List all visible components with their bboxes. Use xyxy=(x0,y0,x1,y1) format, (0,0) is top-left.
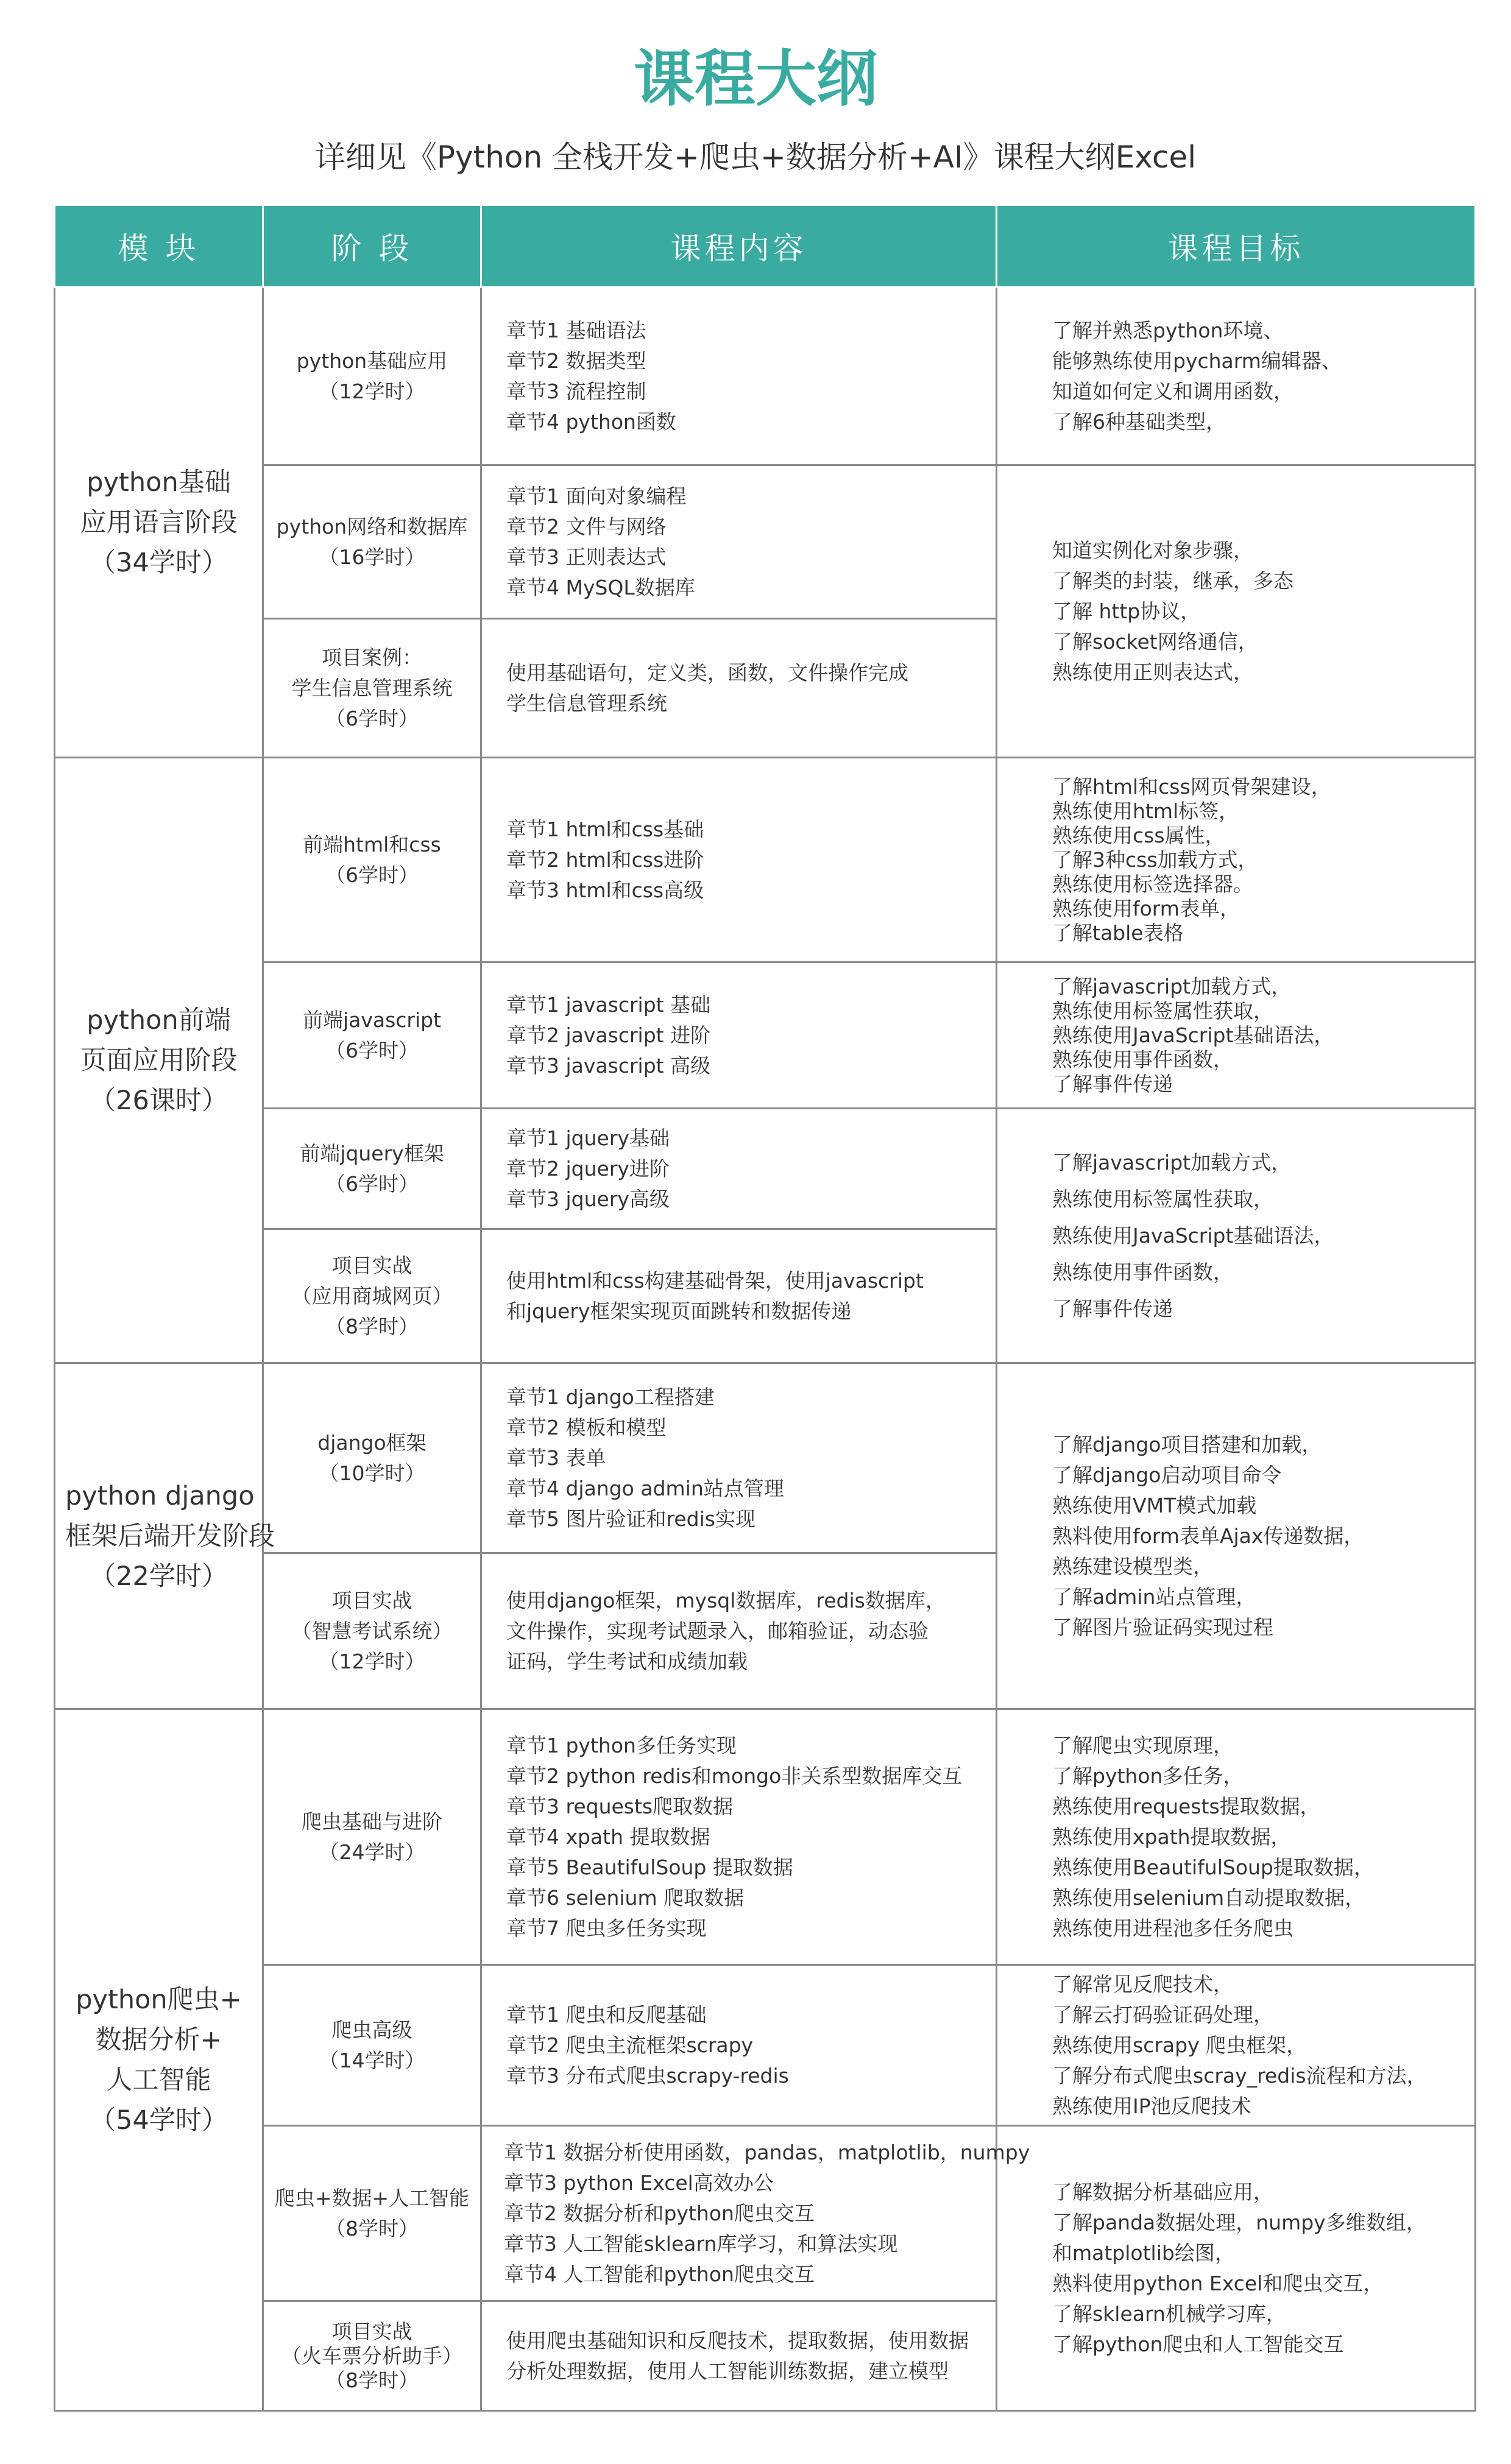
page-title: 课程大纲 xyxy=(634,43,877,115)
content-line: 使用html和css构建基础骨架，使用javascript xyxy=(506,1268,924,1293)
goal-line: 了解分布式爬虫scray_redis流程和方法， xyxy=(1052,2063,1427,2088)
stage-name-line: 爬虫+数据+人工智能 xyxy=(274,2186,470,2210)
content-line: 使用django框架，mysql数据库，redis数据库， xyxy=(506,1588,946,1612)
stage-name-line: 爬虫高级 xyxy=(331,2017,412,2042)
module-name-line: python基础 xyxy=(87,467,231,498)
stage-name-line: （6学时） xyxy=(325,1171,419,1196)
content-line: 章节6 selenium 爬取数据 xyxy=(506,1885,745,1910)
page-subtitle: 详细见《Python 全栈开发+爬虫+数据分析+AI》课程大纲Excel xyxy=(314,139,1197,175)
goal-line: 了解table表格 xyxy=(1052,920,1184,945)
content-line: 章节4 django admin站点管理 xyxy=(506,1476,784,1500)
content-line: 使用爬虫基础知识和反爬技术，提取数据，使用数据 xyxy=(506,2328,969,2353)
stage-cell xyxy=(263,465,481,619)
stage-name-line: 前端html和css xyxy=(303,832,441,856)
stage-name-line: （8学时） xyxy=(325,2216,419,2240)
content-line: 章节1 django工程搭建 xyxy=(506,1385,715,1409)
content-line: 章节3 requests爬取数据 xyxy=(506,1794,734,1818)
module-name-line: 数据分析+ xyxy=(95,2024,222,2055)
goal-line: 了解javascript加载方式， xyxy=(1052,1150,1292,1174)
goal-line: 了解javascript加载方式， xyxy=(1052,974,1292,998)
goal-line: 了解python多任务， xyxy=(1052,1763,1244,1788)
content-cell xyxy=(481,288,997,465)
content-line: 章节3 人工智能sklearn库学习，和算法实现 xyxy=(504,2231,898,2256)
goal-line: 熟练建设模型类， xyxy=(1052,1554,1213,1578)
goal-line: 了解类的封装，继承，多态 xyxy=(1052,568,1293,593)
goal-line: 了解python爬虫和人工智能交互 xyxy=(1052,2332,1344,2356)
goal-cell xyxy=(997,1109,1476,1363)
stage-name-line: （14学时） xyxy=(319,2048,425,2072)
goal-line: 了解panda数据处理，numpy多维数组， xyxy=(1052,2210,1426,2234)
stage-name-line: 项目案例： xyxy=(322,645,422,669)
content-cell xyxy=(481,1709,997,1965)
goal-line: 了解html和css网页骨架建设， xyxy=(1052,774,1331,799)
stage-name-line: 前端javascript xyxy=(302,1008,442,1032)
content-line: 章节1 基础语法 xyxy=(506,318,646,342)
content-line: 章节3 分布式爬虫scrapy-redis xyxy=(506,2063,789,2088)
table-row xyxy=(55,758,1476,962)
content-line: 章节3 表单 xyxy=(506,1446,606,1470)
goal-line: 了解常见反爬技术， xyxy=(1052,1972,1233,1996)
module-cell xyxy=(55,1709,263,2411)
content-cell xyxy=(481,465,997,619)
stage-cell xyxy=(263,288,481,465)
content-line: 章节1 python多任务实现 xyxy=(506,1733,737,1757)
header-stage: 阶 段 xyxy=(263,205,481,288)
goal-line: 能够熟练使用pycharm编辑器、 xyxy=(1052,348,1342,373)
table-row xyxy=(55,2126,1476,2301)
module-name-line: （22学时） xyxy=(90,1561,228,1592)
content-line: 和jquery框架实现页面跳转和数据传递 xyxy=(506,1299,852,1323)
goal-line: 了解事件传递 xyxy=(1052,1296,1173,1321)
goal-line: 了解6种基础类型， xyxy=(1052,409,1226,434)
table-row xyxy=(55,465,1476,619)
content-cell xyxy=(481,758,997,962)
goal-line: 了解3种css加载方式， xyxy=(1052,847,1258,872)
goal-line: 熟料使用form表单Ajax传递数据， xyxy=(1052,1523,1364,1548)
module-name-line: 框架后端开发阶段 xyxy=(65,1520,275,1551)
goal-line: 了解爬虫实现原理， xyxy=(1052,1733,1233,1757)
content-line: 章节2 javascript 进阶 xyxy=(506,1023,711,1047)
goal-line: 熟练使用requests提取数据， xyxy=(1052,1794,1320,1818)
module-name-line: 页面应用阶段 xyxy=(80,1045,238,1076)
goal-line: 了解并熟悉python环境、 xyxy=(1052,318,1284,342)
stage-name-line: （智慧考试系统） xyxy=(291,1619,453,1643)
goal-line: 熟练使用标签属性获取， xyxy=(1052,998,1273,1023)
stage-name-line: （8学时） xyxy=(325,1314,419,1338)
content-cell xyxy=(481,962,997,1109)
module-name-line: （26课时） xyxy=(90,1085,228,1116)
stage-name-line: （6学时） xyxy=(325,863,419,887)
stage-name-line: python网络和数据库 xyxy=(276,514,468,538)
stage-name-line: （24学时） xyxy=(319,1840,425,1864)
stage-name-line: （16学时） xyxy=(319,545,425,569)
stage-cell xyxy=(263,2301,481,2411)
module-cell xyxy=(55,758,263,1363)
content-line: 使用基础语句，定义类，函数，文件操作完成 xyxy=(506,660,908,685)
header-goal: 课程目标 xyxy=(997,205,1476,288)
table-row xyxy=(55,1709,1476,1965)
content-line: 章节1 javascript 基础 xyxy=(506,992,711,1017)
goal-line: 熟练使用scrapy 爬虫框架， xyxy=(1052,2033,1307,2057)
goal-cell xyxy=(997,962,1476,1109)
content-line: 学生信息管理系统 xyxy=(506,691,667,715)
content-cell xyxy=(481,1109,997,1229)
goal-cell xyxy=(997,1709,1476,1965)
goal-line: 了解云打码验证码处理， xyxy=(1052,2002,1273,2027)
goal-cell xyxy=(997,758,1476,962)
content-line: 章节4 MySQL数据库 xyxy=(506,575,695,599)
content-line: 章节5 图片验证和redis实现 xyxy=(506,1506,756,1531)
goal-line: 了解django启动项目命令 xyxy=(1052,1463,1282,1487)
content-cell xyxy=(481,1965,997,2126)
stage-name-line: 前端jquery框架 xyxy=(300,1141,444,1165)
stage-cell xyxy=(263,1553,481,1709)
content-line: 章节3 jquery高级 xyxy=(506,1187,670,1211)
content-cell xyxy=(481,2301,997,2411)
stage-name-line: python基础应用 xyxy=(296,348,448,373)
goal-line: 了解socket网络通信， xyxy=(1052,629,1258,654)
content-line: 章节1 面向对象编程 xyxy=(506,484,687,508)
goal-line: 熟练使用css属性， xyxy=(1052,823,1225,847)
stage-name-line: 爬虫基础与进阶 xyxy=(302,1809,442,1834)
goal-line: 熟练使用标签选择器。 xyxy=(1052,872,1253,896)
goal-cell xyxy=(997,2126,1476,2411)
module-cell xyxy=(55,288,263,758)
content-line: 章节2 文件与网络 xyxy=(506,514,667,538)
stage-name-line: （应用商城网页） xyxy=(291,1283,453,1308)
stage-cell xyxy=(263,1109,481,1229)
goal-line: 熟练使用正则表达式， xyxy=(1052,660,1253,684)
stage-name-line: （12学时） xyxy=(319,379,425,403)
content-line: 证码，学生考试和成绩加载 xyxy=(506,1649,748,1673)
content-line: 章节3 正则表达式 xyxy=(506,545,667,569)
stage-name-line: 项目实战 xyxy=(331,2319,412,2343)
stage-name-line: （10学时） xyxy=(319,1461,425,1485)
goal-cell xyxy=(997,288,1476,465)
content-line: 章节1 爬虫和反爬基础 xyxy=(506,2002,707,2027)
stage-cell xyxy=(263,619,481,758)
stage-name-line: （8学时） xyxy=(325,2368,419,2392)
content-line: 章节3 流程控制 xyxy=(506,379,646,403)
content-line: 章节1 数据分析使用函数，pandas，matplotlib，numpy xyxy=(504,2140,1030,2164)
content-line: 章节1 html和css基础 xyxy=(506,817,704,841)
module-name-line: （34学时） xyxy=(90,547,228,578)
content-cell xyxy=(481,1229,997,1363)
content-line: 章节4 人工智能和python爬虫交互 xyxy=(504,2262,815,2286)
goal-line: 熟练使用进程池多任务爬虫 xyxy=(1052,1916,1293,1940)
stage-cell xyxy=(263,1229,481,1363)
goal-line: 了解事件传递 xyxy=(1052,1071,1173,1096)
module-name-line: python django xyxy=(65,1480,255,1511)
module-name-line: 人工智能 xyxy=(106,2064,211,2095)
stage-name-line: （6学时） xyxy=(325,706,419,730)
goal-line: 熟练使用标签属性获取， xyxy=(1052,1187,1273,1211)
content-cell xyxy=(481,1553,997,1709)
module-name-line: python爬虫+ xyxy=(76,1984,242,2015)
stage-cell xyxy=(263,1965,481,2126)
content-line: 章节2 爬虫主流框架scrapy xyxy=(506,2033,754,2057)
table-row xyxy=(55,1363,1476,1553)
module-name-line: python前端 xyxy=(87,1004,231,1036)
module-cell xyxy=(55,1363,275,1709)
content-cell xyxy=(481,1363,997,1553)
table-row xyxy=(55,1109,1476,1229)
stage-cell xyxy=(263,1363,481,1553)
goal-line: 了解django项目搭建和加载， xyxy=(1052,1432,1322,1456)
module-name-line: 应用语言阶段 xyxy=(80,507,238,538)
table-row xyxy=(55,962,1476,1109)
content-line: 章节2 python redis和mongo非关系型数据库交互 xyxy=(506,1763,963,1788)
content-line: 章节2 数据分析和python爬虫交互 xyxy=(504,2201,815,2225)
goal-cell xyxy=(997,1363,1476,1709)
content-line: 章节2 模板和模型 xyxy=(506,1415,667,1439)
goal-line: 熟练使用事件函数， xyxy=(1052,1260,1233,1284)
stage-cell xyxy=(263,2126,481,2301)
content-line: 章节2 html和css进阶 xyxy=(506,847,704,872)
content-line: 章节3 html和css高级 xyxy=(506,878,704,902)
content-line: 章节3 javascript 高级 xyxy=(506,1053,711,1078)
table-row xyxy=(55,1965,1476,2126)
goal-line: 熟练使用xpath提取数据， xyxy=(1052,1824,1291,1849)
stage-name-line: 学生信息管理系统 xyxy=(291,676,453,700)
content-line: 章节2 jquery进阶 xyxy=(506,1156,670,1181)
goal-cell xyxy=(997,1965,1476,2126)
goal-line: 了解数据分析基础应用， xyxy=(1052,2180,1273,2204)
module-name-line: （54学时） xyxy=(90,2105,228,2136)
content-line: 分析处理数据，使用人工智能训练数据，建立模型 xyxy=(506,2359,949,2383)
stage-name-line: （火车票分析助手） xyxy=(281,2343,462,2368)
goal-line: 熟练使用form表单， xyxy=(1052,896,1240,920)
goal-line: 了解admin站点管理， xyxy=(1052,1584,1256,1609)
goal-line: 了解sklearn机械学习库， xyxy=(1052,2301,1286,2326)
goal-line: 熟练使用JavaScript基础语法， xyxy=(1052,1023,1334,1047)
goal-line: 熟练使用BeautifulSoup提取数据， xyxy=(1052,1855,1374,1879)
header-content: 课程内容 xyxy=(481,205,997,288)
table-row xyxy=(55,288,1476,465)
goal-line: 知道实例化对象步骤， xyxy=(1052,538,1253,562)
content-line: 章节5 BeautifulSoup 提取数据 xyxy=(506,1855,793,1879)
content-line: 章节1 jquery基础 xyxy=(506,1126,670,1150)
goal-line: 熟练使用VMT模式加载 xyxy=(1052,1493,1257,1517)
goal-line: 知道如何定义和调用函数， xyxy=(1052,379,1293,403)
content-line: 章节7 爬虫多任务实现 xyxy=(506,1916,707,1940)
goal-line: 和matplotlib绘图， xyxy=(1052,2240,1235,2265)
goal-line: 熟练使用JavaScript基础语法， xyxy=(1052,1223,1334,1248)
content-cell xyxy=(481,619,997,758)
content-line: 章节4 python函数 xyxy=(506,409,676,434)
stage-cell xyxy=(263,758,481,962)
header-row xyxy=(55,205,1476,288)
goal-line: 熟练使用事件函数， xyxy=(1052,1047,1233,1071)
course-outline-table xyxy=(54,204,1476,2412)
goal-cell xyxy=(997,465,1476,758)
stage-cell xyxy=(263,1709,481,1965)
stage-name-line: 项目实战 xyxy=(331,1588,412,1612)
content-line: 章节4 xpath 提取数据 xyxy=(506,1824,710,1849)
content-cell xyxy=(481,2126,1030,2301)
goal-line: 熟料使用python Excel和爬虫交互， xyxy=(1052,2271,1384,2295)
goal-line: 熟练使用html标签， xyxy=(1052,799,1239,823)
header-module: 模 块 xyxy=(55,205,263,288)
goal-line: 了解图片验证码实现过程 xyxy=(1052,1615,1273,1639)
stage-name-line: （12学时） xyxy=(319,1649,425,1673)
content-line: 章节3 python Excel高效办公 xyxy=(504,2170,774,2195)
content-line: 章节2 数据类型 xyxy=(506,348,646,373)
goal-line: 了解 http协议， xyxy=(1052,599,1201,623)
content-line: 文件操作，实现考试题录入，邮箱验证，动态验 xyxy=(506,1619,929,1643)
stage-cell xyxy=(263,962,481,1109)
stage-name-line: django框架 xyxy=(317,1430,426,1455)
stage-name-line: 项目实战 xyxy=(331,1253,412,1277)
stage-name-line: （6学时） xyxy=(325,1038,419,1062)
goal-line: 熟练使用selenium自动提取数据， xyxy=(1052,1885,1365,1910)
goal-line: 熟练使用IP池反爬技术 xyxy=(1052,2094,1251,2118)
